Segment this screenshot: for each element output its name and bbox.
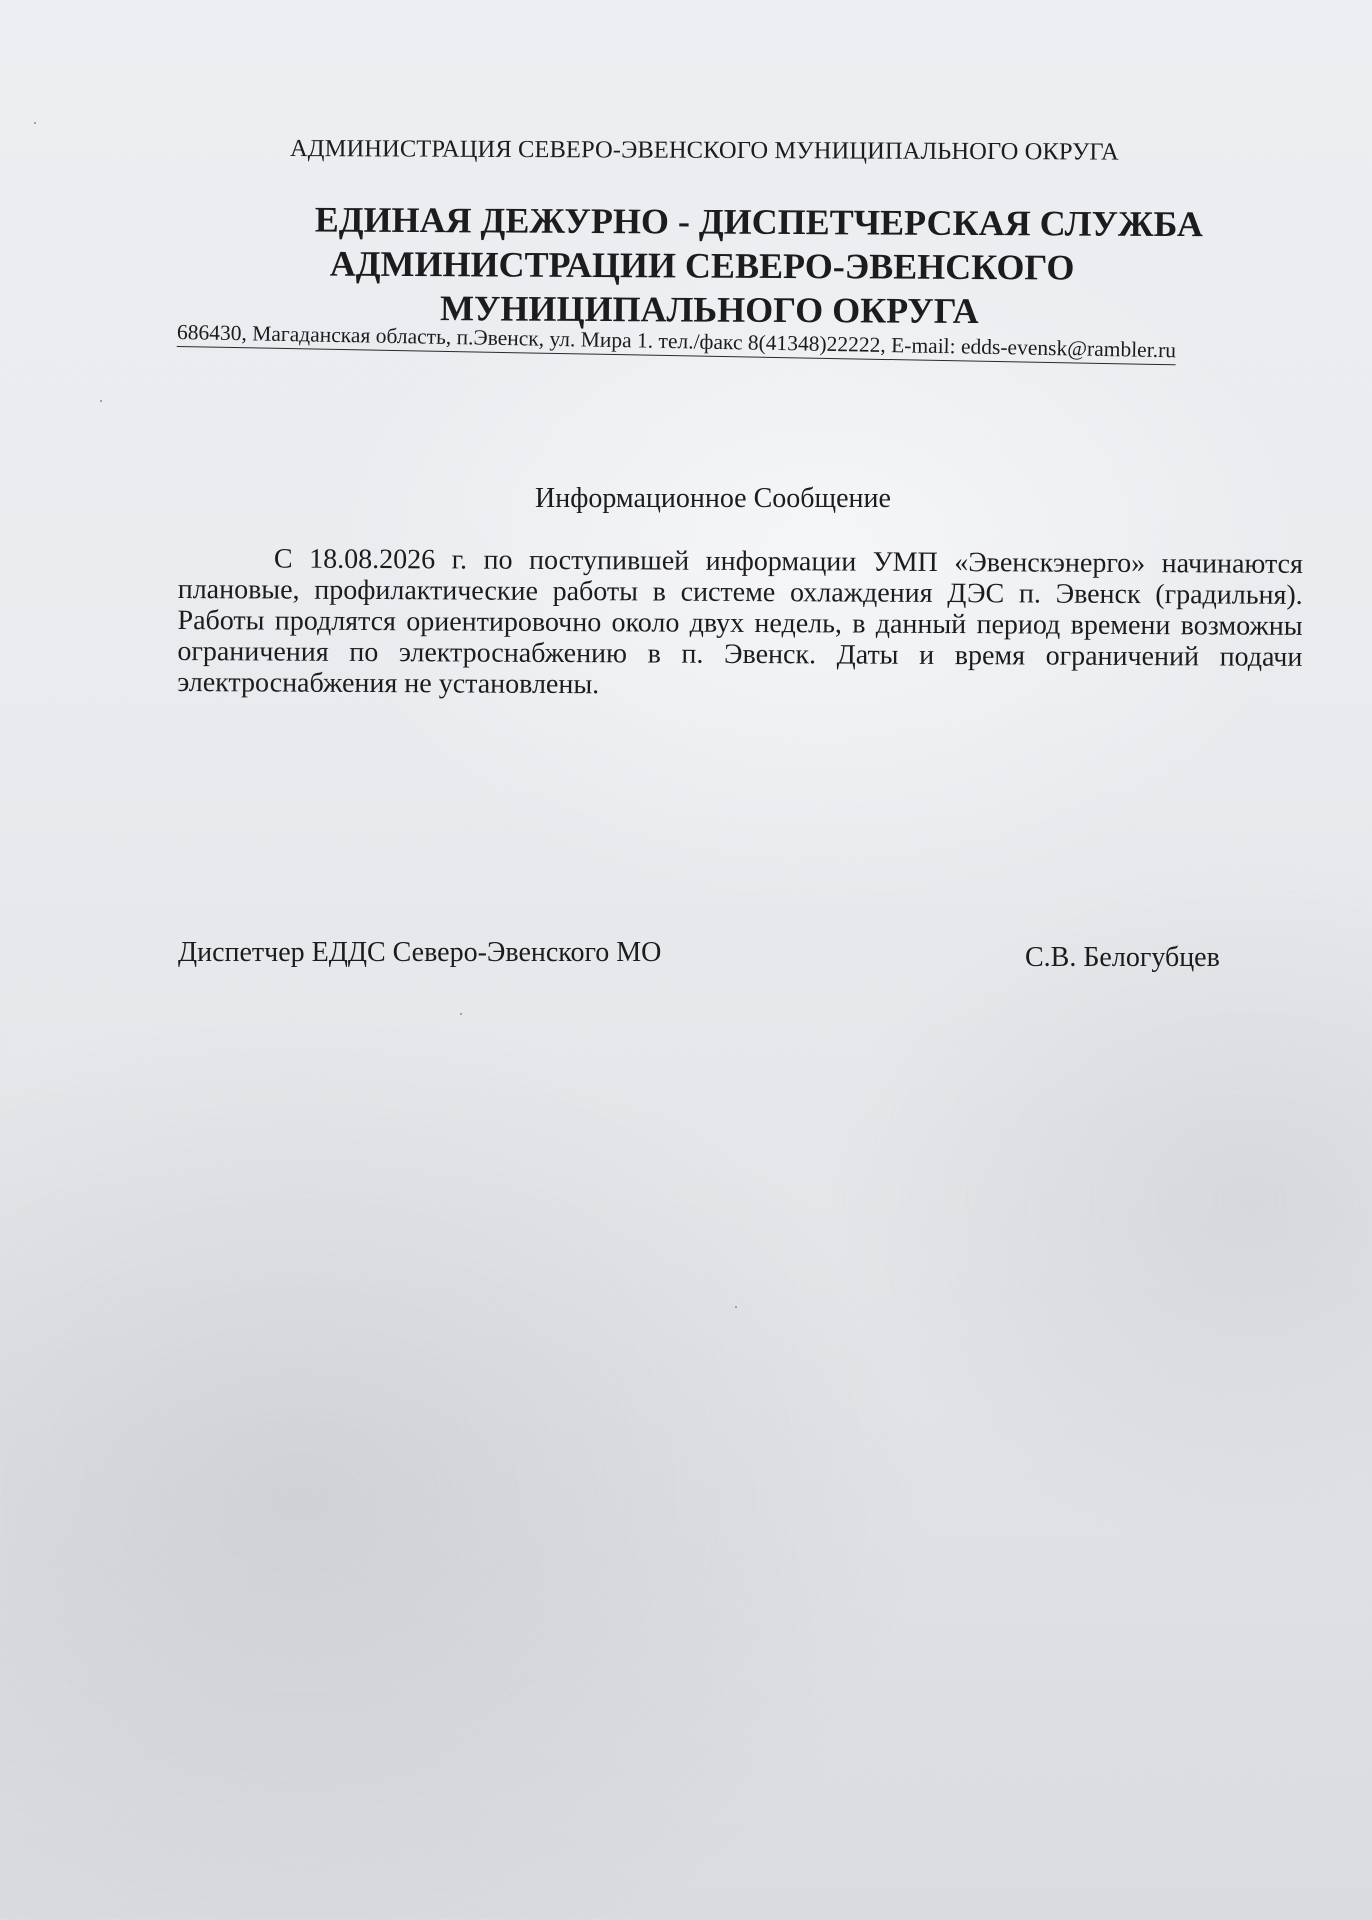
signatory-name: С.В. Белогубцев (1025, 942, 1220, 973)
contact-address: 686430, Магаданская область, п.Эвенск, ул. Мира 1. тел./факс 8(41348)22222, E-mail: edds-evensk@rambler.ru (177, 320, 1176, 365)
paper-speck (460, 1013, 462, 1015)
signatory-role: Диспетчер ЕДДС Северо-Эвенского МО (178, 937, 662, 968)
service-title-line-1: ЕДИНАЯ ДЕЖУРНО - ДИСПЕТЧЕРСКАЯ СЛУЖБА (314, 199, 1204, 245)
paper-speck (100, 400, 102, 402)
paper-speck (34, 122, 36, 124)
service-title-line-2: АДМИНИСТРАЦИИ СЕВЕРО-ЭВЕНСКОГО (329, 243, 1075, 288)
organization-name: АДМИНИСТРАЦИЯ СЕВЕРО-ЭВЕНСКОГО МУНИЦИПАЛЬНОГО ОКРУГА (289, 135, 1119, 166)
service-title (189, 197, 1372, 335)
message-title: Информационное Сообщение (535, 483, 891, 514)
service-title-line-3: МУНИЦИПАЛЬНОГО ОКРУГА (439, 288, 979, 331)
paper-speck (735, 1306, 737, 1308)
message-body: С 18.08.2026 г. по поступившей информации УМП «Эвенскэнерго» начинаются плановые, профилактические работы в системе охлаждения ДЭС п. Эвенск (градильня). Работы продлятся ориентировочно около двух недель, в данный период времени возможны ограничения по электроснабжению в п. Эвенск. Даты и время ограничений подачи электроснабжения не установлены. (177, 543, 1303, 701)
